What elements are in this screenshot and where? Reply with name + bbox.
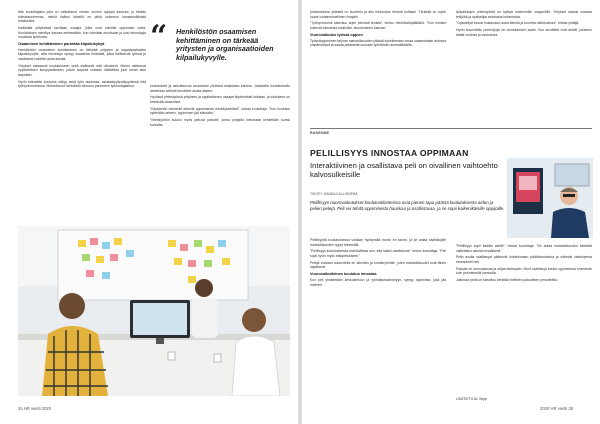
paragraph: työpaikkojen yhteistyöstä on hyötyä molemmille osapuolille. Yritykset saavat osaavia tekijöitä ja opiskelijat arvokasta kokemusta. — [456, 10, 592, 19]
paragraph: Jatkossa peliä on tarkoitus kehittää edelleen palautteen perusteella. — [456, 278, 558, 283]
paragraph: ”Pelillisyys sopii kaikille aloille”, toteaa kouluttaja. ”Se antaa mahdollisuuden käsitellä vaikeitakin asioita turvallisesti.” — [456, 244, 592, 253]
article-subhead: Interaktiivinen ja osallistava peli on oivallinen vaihtoehto kalvosulkeisille — [310, 161, 498, 180]
pull-quote-text: Henkilöstön osaamisen kehittäminen on tärkeää yritysten ja organisaatioiden kilpailukyvylle. — [176, 27, 274, 62]
paragraph: Henkilöstön osaamisen kehittäminen on tärkeää yritysten ja organisaatioiden kilpailukyvylle, sillä menestys syntyy osaavista ihmisistä, jotka hallitsevat työnsä ja uskaltavat kokeilla uusia asioita. — [18, 47, 146, 61]
paragraph: ”Opiskelijat tuovat mukanaan uusia ideoita ja tuoretta näkökulmaa”, toteaa yrittäjä. — [456, 21, 580, 26]
right-top-column-1 — [310, 10, 446, 124]
office-meeting-illustration — [18, 226, 290, 396]
paragraph: ”Pelillisyys koulutuksessa mahdollistaa sen, että kaikki osallistuvat”, kertoo kouluttaja. ”Peli sopii hyvin myös etäopetukseen.” — [310, 249, 446, 258]
paragraph: johtamisessa yhteistä on kuuntelu ja aito kiinnostus ihmisiä kohtaan. Tärkeää on myös luoda luottamuksellinen ilmapiiri. — [310, 10, 446, 19]
trainer-portrait-illustration — [507, 158, 593, 238]
right-bottom-column-1 — [310, 238, 446, 406]
right-page — [302, 0, 600, 424]
right-top-column-2 — [456, 10, 592, 124]
left-column-1 — [18, 10, 146, 224]
quote-marks-icon: “ — [150, 19, 168, 54]
paragraph: Hyvin toteutettu koulutus näkyy sekä työn laadussa, asiakastyytyväisyydessä että työhyvinvoinnissa. Motivoitunut henkilöstö sitoutuu paremmin työnantajaansa. — [18, 79, 146, 89]
paragraph: ”Käytännön esimerkit tekevät oppimisesta merkityksellistä”, toteaa kouluttaja. ”Kun koulutus kytketään arkeen, oppiminen jää elämään.” — [150, 106, 290, 116]
paragraph: Hyvin suunniteltu perehdytys on onnistumisen avain. Kun tavoitteet ovat selvät, jokainen tietää roolinsa ja vastuunsa. — [456, 28, 592, 37]
author-byline: TEKSTI: HANNA KALLIONPÄÄ — [310, 192, 358, 196]
paragraph: Yhteistyöhön kuuluu myös jatkuva palaute, jonka pohjalta toteutusta kehitetään kurssi kurssilta. — [150, 118, 290, 127]
paragraph: koulutukset ja vaikuttavuus arvioidaan yhdessä asiakkaan kanssa. Jokaiselle koulutukselle asetetaan selkeät tavoitteet alusta alkaen. — [150, 84, 290, 93]
page-folio-right: 2020 HR viesti 35 — [540, 406, 574, 411]
section-tag: RAKENNE — [310, 131, 330, 135]
paragraph: Hyvässä yhteistyössä yrityksen ja oppilaitoksen osaajat täydentävät toisiaan, ja tuloksena on kestävää osaamista. — [150, 95, 290, 104]
section-heading: Vuorovaikutus työssä oppien — [310, 32, 363, 37]
article-ingress: Pelillisyys nuorovaikutukset koulutustilanteissa ovat pienen tapa päästä koulutuksesta aidon ja pelien pelejä. Peli voi tehdä oppimisesta hauskaa ja osallistavaa, ja se sopii kaikenikäisille oppijoille. — [310, 200, 505, 211]
paragraph: Kaikkialla yrityksissä tarvitaan osaajia, jotka ovat valmiita oppimaan uutta. Koulutuksen merkitys kasvaa entisestään, kun toimialat muuttuvat ja uusi teknologia muokkaa työnkuvia. — [18, 25, 146, 40]
section-heading: Vuorovaikutteinen koulutus innostaa — [310, 272, 377, 277]
paragraph: Kun peli yhdistetään keskusteluun ja ryhmätyöskentelyyn, syntyy oppimista, joka jää mieleen. — [310, 277, 446, 287]
paragraph: Pelejä voidaan suunnitella eri aiheisiin ja kohderyhmille, joten mahdollisuudet ovat lähes rajattomat. — [310, 260, 446, 270]
left-column-2 — [150, 84, 290, 224]
page-folio-left: 34 HR viesti 2020 — [18, 406, 52, 411]
left-page — [0, 0, 298, 424]
paragraph: Pelin avulla osallistujat pääsevät kokeilemaan päätöksentekoa ja näkevät valintojensa seuraukset heti. — [456, 255, 592, 264]
contact-info: LISÄTIETOJA: Sepp — [456, 397, 488, 401]
right-bottom-column-2 — [456, 244, 592, 394]
paragraph: Pelillisyyttä koulutuksessa voidaan hyödyntää monin eri tavoin, ja se antaa osallistujille mahdollisuuden oppia tekemällä. — [310, 238, 446, 247]
office-meeting-photo — [18, 226, 290, 396]
trainer-portrait-photo — [507, 158, 593, 238]
paragraph: Palaute on kannustavaa ja ohjaa eteenpäin. Moni osallistuja kertoo oppineensa enemmän kuin perinteisellä luennolla. — [456, 266, 592, 276]
paragraph: ”Työhyvinvointi rakentuu arjen pienistä teoista”, kertoo henkilöstöpäällikkö. ”Kun ihmiset kokevat tulevansa kuulluiksi, sitoutuminen kasvaa.” — [310, 21, 446, 30]
paragraph: Työssäoppiminen tarjoaa mahdollisuuden päästä kokeilemaan omaa osaamistaan aidossa ympäristössä ja saada palautetta suoraan työelämän ammattilaisilta. — [310, 38, 446, 48]
section-divider — [310, 128, 592, 129]
paragraph: Yritykset satsaavat koulutukseen sekä sisäisesti että ulkoisesti. Monet valitsevat oppilaitoksen kumppanikseen, jolloin tarjonta voidaan räätälöidä juuri oman alan tarpeisiin. — [18, 63, 146, 77]
article-headline: PELILLISYYS INNOSTAA OPPIMAAN — [310, 148, 469, 158]
section-heading: Osaamisen kehittäminen parantaa kilpailukykyä — [18, 41, 105, 46]
paragraph: lelle kouluttajaksi joka on vaikuttanut monen nuoren oppijan kasvuun ja heidän tulevaisuuteensa, minkä lisäksi hänellä on pitkä kokemus kansainvälisistä hankkeista. — [18, 10, 146, 24]
